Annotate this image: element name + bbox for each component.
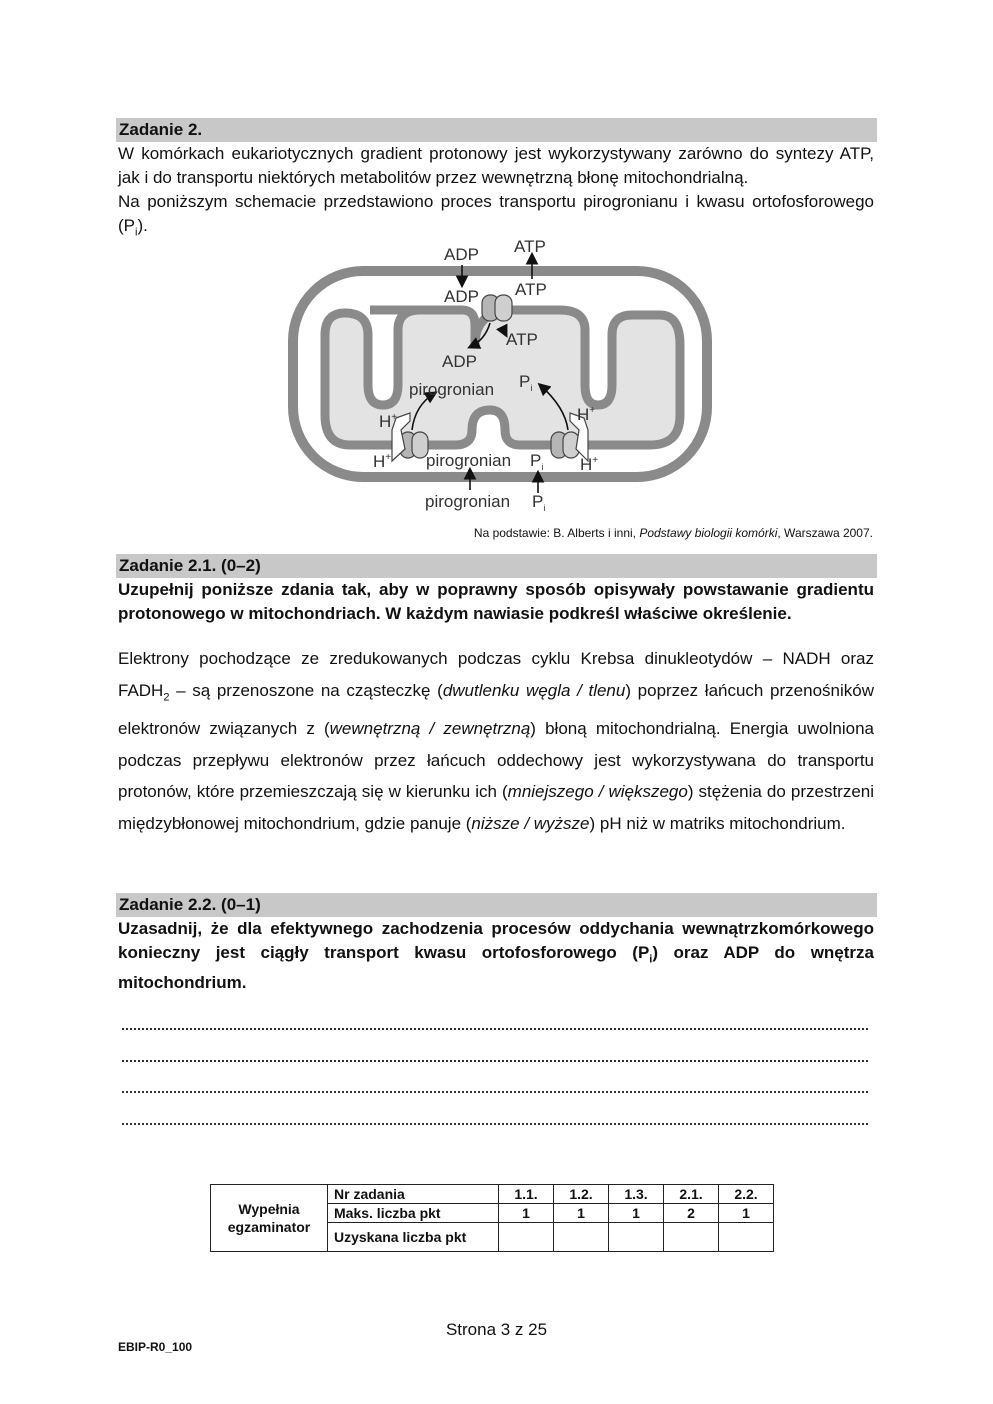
label-pi-matrix: $P_i$ xyxy=(519,372,533,393)
label-pirogronian-cytosol: pirogronian xyxy=(425,492,511,511)
task-number-cell: 1.3. xyxy=(609,1185,664,1204)
task-2-header: Zadanie 2. xyxy=(116,118,877,142)
answer-line-4[interactable] xyxy=(122,1105,868,1125)
row-scored-points-label: Uzyskana liczba pkt xyxy=(328,1223,499,1252)
scored-points-cell[interactable] xyxy=(664,1223,719,1252)
task-2-2-instruction-b: ) oraz ADP do wnętrza mitochondrium. xyxy=(118,943,874,993)
fill-text-part-1: Elektrony pochodzące ze zredukowanych podczas cyklu Krebsa dinukleotydów – NADH oraz FADH xyxy=(118,649,874,700)
row-task-number-label: Nr zadania xyxy=(328,1185,499,1204)
label-h-left-ims: H+ xyxy=(373,452,392,471)
option-membrane[interactable]: wewnętrzną / zewnętrzną xyxy=(329,719,531,739)
option-ph[interactable]: niższe / wyższe xyxy=(471,813,590,833)
fill-text-part-5: ) stężenia do przestrzeni międzybłonowej mitochondrium, gdzie panuje ( xyxy=(118,782,875,833)
caption-prefix: Na podstawie: B. Alberts i inni, xyxy=(473,526,640,540)
task-2-intro xyxy=(118,142,874,244)
task-2-intro-line-2: Na poniższym schemacie przedstawiono proces transportu pirogronianu i kwasu ortofosforowego (P xyxy=(118,192,874,235)
task-number-cell: 1.2. xyxy=(554,1185,609,1204)
task-2-1-fill-text xyxy=(118,643,874,839)
mitochondrion-diagram xyxy=(0,235,993,535)
label-atp-ims: ATP xyxy=(515,280,547,299)
label-pirogronian-matrix: pirogronian xyxy=(409,380,495,399)
figure-source-caption xyxy=(474,526,873,540)
label-h-left-matrix: H+ xyxy=(379,412,398,431)
label-adp-cytosol: ADP xyxy=(444,245,479,264)
label-adp-matrix: ADP xyxy=(442,352,477,371)
max-points-cell: 2 xyxy=(664,1204,719,1223)
fill-text-part-3: ) poprzez łańcuch przenośników elektronów związanych z ( xyxy=(118,680,874,739)
scored-points-cell[interactable] xyxy=(719,1223,774,1252)
row-max-points-label: Maks. liczba pkt xyxy=(328,1204,499,1223)
label-pi-ims: $P_i$ xyxy=(530,451,544,472)
subscript-i: i xyxy=(135,226,138,239)
label-h-right-ims: H+ xyxy=(580,455,599,474)
fill-text-part-2: – są przenoszone na cząsteczkę ( xyxy=(169,680,443,700)
examiner-score-table xyxy=(210,1184,774,1252)
caption-title: Podstawy biologii komórki xyxy=(639,526,778,540)
exam-code: EBIP-R0_100 xyxy=(118,1340,193,1354)
caption-suffix: , Warszawa 2007. xyxy=(777,526,873,540)
fill-text-part-6: ) pH niż w matriks mitochondrium. xyxy=(589,813,846,833)
task-2-2-header: Zadanie 2.2. (0–1) xyxy=(116,893,877,917)
examiner-label: Wypełnia egzaminator xyxy=(211,1185,328,1252)
label-pirogronian-ims: pirogronian xyxy=(426,451,512,470)
task-2-intro-line-1: W komórkach eukariotycznych gradient protonowy jest wykorzystywany zarówno do syntezy ATP, jak i do transportu niektórych metabolitów przez wewnętrzną błonę mitochondrialną. xyxy=(118,144,874,187)
task-2-1-header: Zadanie 2.1. (0–2) xyxy=(116,554,877,578)
max-points-cell: 1 xyxy=(719,1204,774,1223)
option-electron-acceptor[interactable]: dwutlenku węgla / tlenu xyxy=(442,680,626,700)
task-number-cell: 1.1. xyxy=(499,1185,554,1204)
max-points-cell: 1 xyxy=(499,1204,554,1223)
task-2-2-instruction xyxy=(118,917,874,995)
answer-line-3[interactable] xyxy=(122,1073,868,1093)
task-number-cell: 2.1. xyxy=(664,1185,719,1204)
scored-points-cell[interactable] xyxy=(499,1223,554,1252)
option-concentration[interactable]: mniejszego / większego xyxy=(507,782,688,802)
label-h-right-matrix: H+ xyxy=(577,405,596,424)
page-number: Strona 3 z 25 xyxy=(445,1320,548,1339)
label-adp-ims: ADP xyxy=(444,287,479,306)
task-2-2-instruction-a: Uzasadnij, że dla efektywnego zachodzenia procesów oddychania wewnątrzkomórkowego konieczny jest ciągły transport kwasu ortofosforowego (P xyxy=(118,919,874,962)
max-points-cell: 1 xyxy=(554,1204,609,1223)
answer-line-1[interactable] xyxy=(122,1010,868,1030)
subscript-i: i xyxy=(649,953,653,966)
adp-atp-translocase xyxy=(482,295,512,321)
fill-text-part-4: ) błoną mitochondrialną. Energia uwolniona podczas przepływu elektronów przez łańcuch oddechowy jest wykorzystywana do transportu protonów, które przemieszczają się w kierunku ich ( xyxy=(118,719,874,802)
max-points-cell: 1 xyxy=(609,1204,664,1223)
scored-points-cell[interactable] xyxy=(554,1223,609,1252)
label-pi-cytosol: $P_i$ xyxy=(532,492,546,513)
label-atp-matrix: ATP xyxy=(506,330,538,349)
scored-points-cell[interactable] xyxy=(609,1223,664,1252)
label-atp-cytosol: ATP xyxy=(514,237,546,256)
task-2-1-instruction: Uzupełnij poniższe zdania tak, aby w poprawny sposób opisywały powstawanie gradientu protonowego w mitochondriach. W każdym nawiasie podkreśl właściwe określenie. xyxy=(118,580,874,623)
task-2-intro-line-2-end: ). xyxy=(137,216,148,235)
task-number-cell: 2.2. xyxy=(719,1185,774,1204)
subscript-2: 2 xyxy=(163,690,170,703)
answer-line-2[interactable] xyxy=(122,1042,868,1062)
